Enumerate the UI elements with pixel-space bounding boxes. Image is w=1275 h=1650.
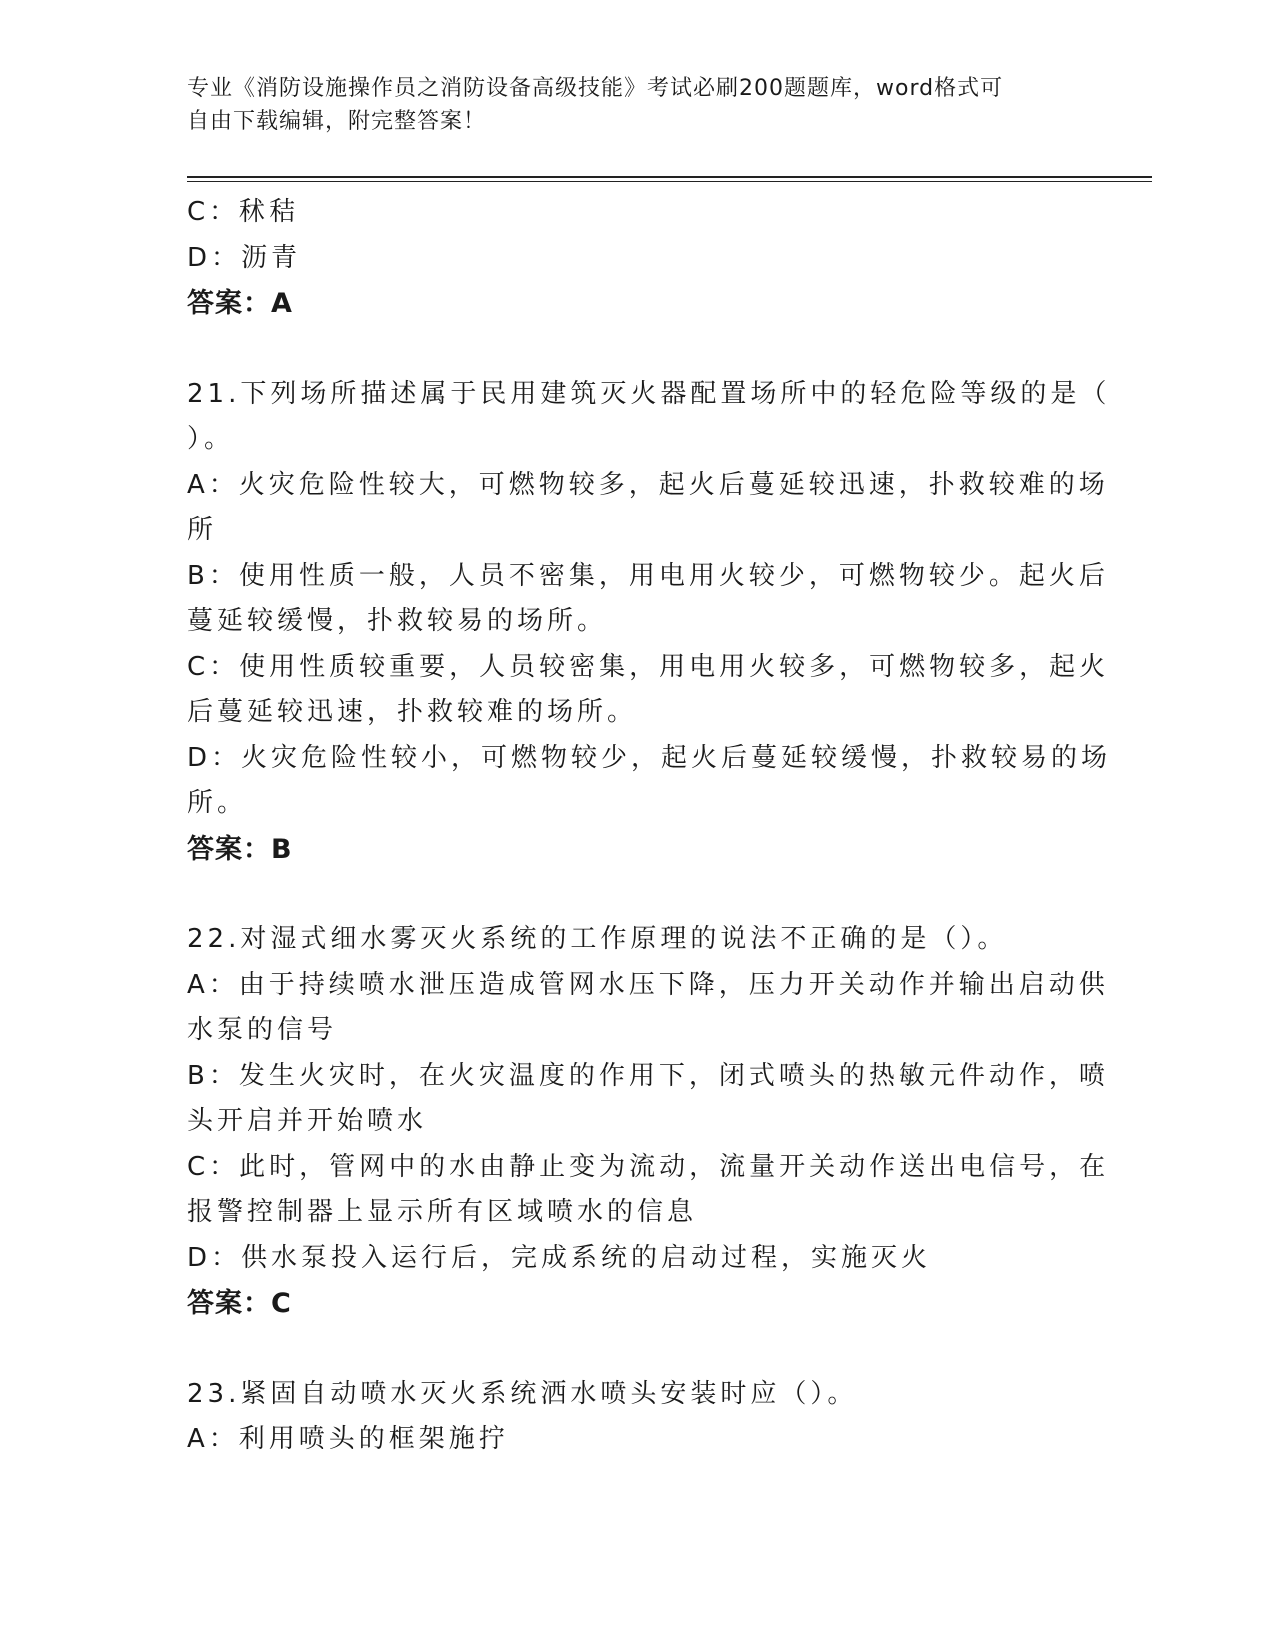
option-c: C：秫秸 bbox=[187, 197, 300, 227]
option-a-continued: 水泵的信号 bbox=[187, 1015, 338, 1045]
answer-line: 答案：B bbox=[187, 833, 293, 865]
question-block bbox=[187, 1372, 1072, 1463]
option-d-continued: 所。 bbox=[187, 788, 248, 818]
question-stem: 23.紧固自动喷水灭火系统洒水喷头安装时应（）。 bbox=[187, 1378, 858, 1409]
option-b-continued: 蔓延较缓慢，扑救较易的场所。 bbox=[187, 606, 608, 636]
option-d: D：供水泵投入运行后，完成系统的启动过程，实施灭火 bbox=[187, 1242, 932, 1273]
option-d: D：沥青 bbox=[187, 242, 302, 273]
question-block bbox=[187, 190, 1072, 327]
header-divider bbox=[187, 176, 1152, 182]
option-c: C：使用性质较重要，人员较密集，用电用火较多，可燃物较多，起火 bbox=[187, 651, 1110, 682]
option-a: A：由于持续喷水泄压造成管网水压下降，压力开关动作并输出启动供 bbox=[187, 969, 1109, 1000]
option-d: D：火灾危险性较小，可燃物较少，起火后蔓延较缓慢，扑救较易的场 bbox=[187, 742, 1112, 773]
question-stem: 21.下列场所描述属于民用建筑灭火器配置场所中的轻危险等级的是（ bbox=[187, 378, 1111, 409]
option-a-continued: 所 bbox=[187, 515, 218, 545]
document-header bbox=[187, 72, 1067, 138]
option-a: A：利用喷头的框架施拧 bbox=[187, 1424, 509, 1454]
option-a: A：火灾危险性较大，可燃物较多，起火后蔓延较迅速，扑救较难的场 bbox=[187, 469, 1109, 500]
question-stem: 22.对湿式细水雾灭火系统的工作原理的说法不正确的是（）。 bbox=[187, 924, 1008, 954]
answer-line: 答案：A bbox=[187, 288, 293, 319]
question-list bbox=[187, 190, 1112, 1463]
question-block bbox=[187, 917, 1110, 1327]
option-b-continued: 头开启并开始喷水 bbox=[187, 1106, 428, 1136]
option-c-continued: 报警控制器上显示所有区域喷水的信息 bbox=[187, 1197, 698, 1227]
header-title-line-1: 专业《消防设施操作员之消防设备高级技能》考试必刷200题题库，word格式可 bbox=[187, 76, 1004, 101]
question-stem-continued: ）。 bbox=[187, 424, 235, 454]
option-c: C：此时，管网中的水由静止变为流动，流量开关动作送出电信号，在 bbox=[187, 1151, 1110, 1182]
answer-line: 答案：C bbox=[187, 1288, 292, 1319]
option-c-continued: 后蔓延较迅速，扑救较难的场所。 bbox=[187, 697, 638, 727]
option-b: B：使用性质一般，人员不密集，用电用火较少，可燃物较少。起火后 bbox=[187, 560, 1109, 591]
option-b: B：发生火灾时，在火灾温度的作用下，闭式喷头的热敏元件动作，喷 bbox=[187, 1060, 1109, 1091]
question-block bbox=[187, 372, 1112, 873]
header-title-line-2: 自由下载编辑，附完整答案！ bbox=[187, 109, 487, 134]
